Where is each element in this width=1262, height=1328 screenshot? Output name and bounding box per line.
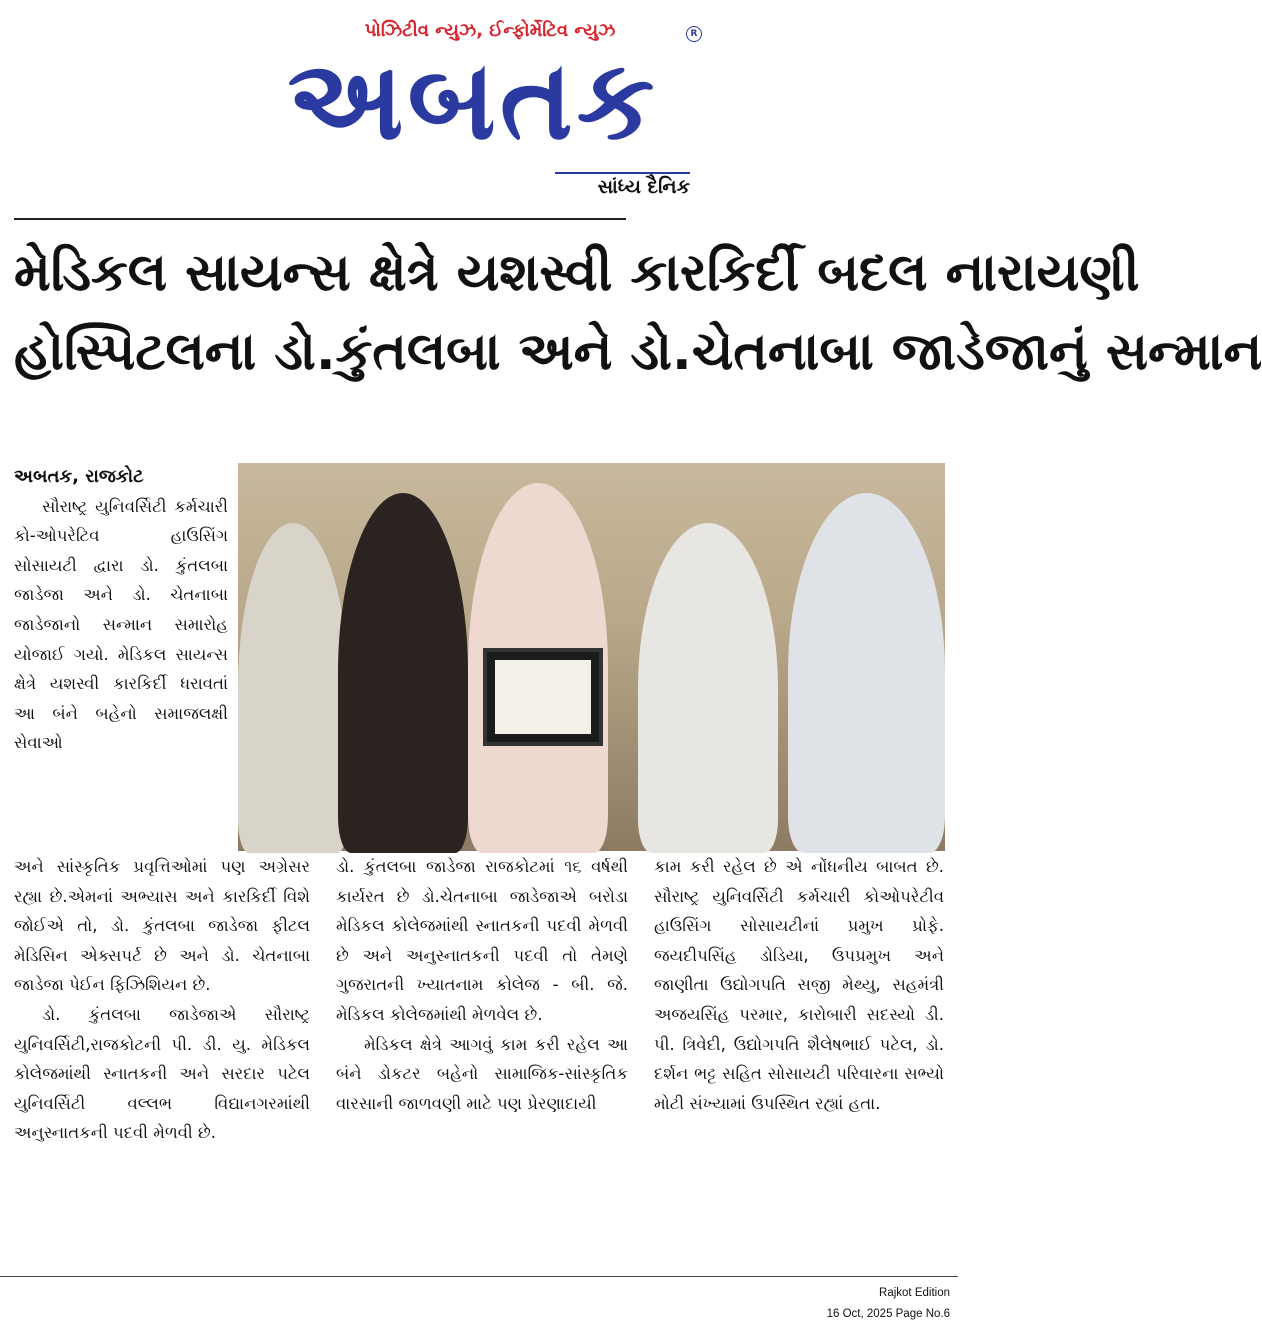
article-paragraph: અને સાંસ્કૃતિક પ્રવૃત્તિઓમાં પણ અગ્રેસર રહ્યા છે.એમનાં અભ્યાસ અને કારકિર્દી વિશે જોઈએ તો, ડો. કુંતલબા જાડેજા ફીટલ મેડિસિન એક્સપર્ટ છે અને ડો. ચેતનાબા જાડેજા પેઈન ફિઝિશિયન છે. bbox=[14, 857, 310, 995]
event-photo bbox=[238, 463, 945, 851]
newspaper-logo: અબતક bbox=[287, 36, 659, 164]
dateline: અબતક, રાજકોટ bbox=[14, 466, 144, 487]
article-column-2 bbox=[336, 852, 628, 1118]
edition-name: Rajkot Edition bbox=[879, 1287, 950, 1299]
certificate bbox=[483, 648, 603, 746]
article-paragraph: સૌરાષ્ટ્ર યુનિવર્સિટી કર્મચારી કો-ઓપરેટિવ હાઉસિંગ સોસાયટી દ્વારા ડો. કુંતલબા જાડેજા અને ડો. ચેતનાબા જાડેજાનો સન્માન સમારોહ યોજાઈ ગયો. મેડિકલ સાયન્સ ક્ષેત્રે યશસ્વી કારકિર્દી ધરાવતાં આ બંને બહેનો સમાજલક્ષી સેવાઓ bbox=[14, 496, 228, 753]
article-column-3 bbox=[654, 852, 944, 1118]
registered-mark: R bbox=[686, 26, 702, 42]
footer-divider bbox=[0, 1276, 958, 1277]
headline-line-1: મેડિકલ સાયન્સ ક્ષેત્રે યશસ્વી કારકિર્દી બદલ નારાયણી bbox=[14, 243, 1140, 303]
article-paragraph: ડો. કુંતલબા જાડેજા રાજકોટમાં ૧૬ વર્ષથી કાર્યરત છે ડો.ચેતનાબા જાડેજાએ બરોડા મેડિકલ કોલેજમાંથી સ્નાતકની પદવી મેળવી છે અને અનુસ્નાતકની પદવી તો તેમણે ગુજરાતની ખ્યાતનામ કોલેજ - બી. જે. મેડિકલ કોલેજમાંથી મેળવેલ છે. bbox=[336, 857, 628, 1024]
masthead-subtitle: સાંધ્ય દૈનિક bbox=[597, 176, 690, 198]
masthead bbox=[0, 0, 958, 215]
article-paragraph: ડો. કુંતલબા જાડેજાએ સૌરાષ્ટ્ર યુનિવર્સિટી,રાજકોટની પી. ડી. યુ. મેડિકલ કોલેજમાંથી સ્નાતકની અને સરદાર પટેલ યુનિવર્સિટી વલ્લભ વિદ્યાનગરમાંથી અનુસ્નાતકની પદવી મેળવી છે. bbox=[14, 1004, 310, 1143]
headline-line-2: હોસ્પિટલના ડો.કુંતલબા અને ડો.ચેતનાબા જાડેજાનું સન્માન bbox=[14, 322, 1262, 382]
article-paragraph: મેડિકલ ક્ષેત્રે આગવું કામ કરી રહેલ આ બંને ડોકટર બહેનો સામાજિક-સાંસ્કૃતિક વારસાની જાળવણી માટે પણ પ્રેરણાદાયી bbox=[336, 1034, 628, 1113]
article-column-1-top bbox=[14, 462, 228, 758]
header-divider bbox=[14, 218, 626, 220]
masthead-tagline: પોઝિટીવ ન્યુઝ, ઈન્ફોર્મેટિવ ન્યુઝ bbox=[364, 20, 616, 41]
edition-date-page: 16 Oct, 2025 Page No.6 bbox=[826, 1308, 950, 1320]
subtitle-rule bbox=[555, 172, 690, 174]
article-column-1 bbox=[14, 852, 310, 1148]
edition-info bbox=[827, 1283, 950, 1325]
article-paragraph: કામ કરી રહેલ છે એ નોંધનીય બાબત છે. સૌરાષ્ટ્ર યુનિવર્સિટી કર્મચારી કોઓપરેટીવ હાઉસિંગ સોસાયટીનાં પ્રમુખ પ્રોફે. જયદીપસિંહ ડોડિયા, ઉપપ્રમુખ અને જાણીતા ઉદ્યોગપતિ સજી મેથ્યુ, સહમંત્રી અજયસિંહ પરમાર, કારોબારી સદસ્યો ડી. પી. ત્રિવેદી, ઉદ્યોગપતિ શૈલેષભાઈ પટેલ, ડો. દર્શન ભટ્ટ સહિત સોસાયટી પરિવારના સભ્યો મોટી સંખ્યામાં ઉપસ્થિત રહ્યાં હતા. bbox=[654, 857, 944, 1113]
article-headline bbox=[14, 234, 1262, 392]
